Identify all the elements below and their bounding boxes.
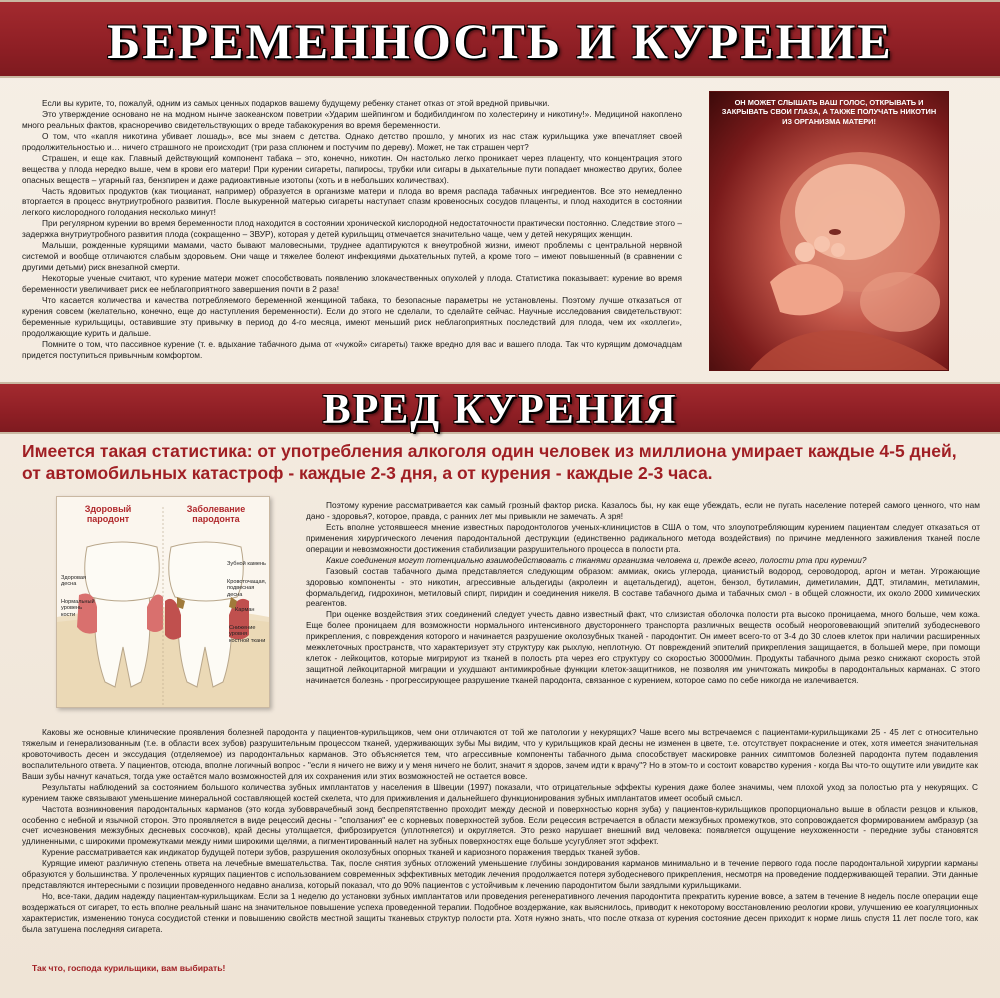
section-banner <box>0 382 1000 434</box>
middle-text <box>306 500 980 686</box>
bottom-paragraph: Результаты наблюдений за состоянием большого количества зубных имплантатов у населения в Швеции (1997) показали, что отрицательные эффекты курения даже более значимы, чем плохой уход за полостью рта у некурящих. С курением также связывают уменьшение минеральной составляющей костей скелета, что для приживления и дальнейшего функционирования зубных имплантатов имеет особый смысл. <box>22 781 978 803</box>
tartar-label: Зубной камень <box>227 561 266 567</box>
middle-question: Какие соединения могут потенциально взаимодействовать с тканями организма человека и, прежде всего, полости рта при курении? <box>326 554 867 565</box>
intro-text <box>22 98 682 361</box>
bottom-paragraph: Частота возникновения пародонтальных карманов (это когда зубовврачебный зонд беспрепятственно проходит между десной и поверхностью корня зуба) у пациентов-курильщиков пропорционально выше в области резцов и клыков, особенно с небной и язычной сторон. Это проявляется в виде рецессий десны - "сползания" ее с корневых поверхностей зубов. Если рецессия встречается в области межзубных промежутков, это сопровождается формированием амбразур (за счет исчезновения межзубных десневых сосочков), край десны утолщается, фиброзируется (уплотняется) и округляется. Это резко нарушает внешний вид человека: появляется ощущение неухоженности - передние зубы становятся удлиненными, с широкими промежутками между ними широкими щелями, а пигментированный налет на зубных поверхностях еще больше усугубляет этот эффект. <box>22 803 978 847</box>
intro-paragraph: Что касается количества и качества потребляемого беременной женщиной табака, то безопасные параметры не установлены. Поэтому лучше отказаться от курения совсем (желательно, конечно, еще до наступления беременности). Если до этого не сделали, то сделайте сейчас. Научные исследования свидетельствуют: беременные курильщицы, оставившие эту привычку в период до 4-го месяца, имеют меньший риск неблагоприятных последствий для плода, чем их «коллеги», продолжающие курить и дальше. <box>22 294 682 338</box>
top-banner <box>0 0 1000 78</box>
fetus-caption: ОН МОЖЕТ СЛЫШАТЬ ВАШ ГОЛОС, ОТКРЫВАТЬ И ЗАКРЫВАТЬ СВОИ ГЛАЗА, А ТАКЖЕ ПОЛУЧАТЬ НИКОТИН ИЗ ОРГАНИЗМА МАТЕРИ! <box>721 98 937 126</box>
page-title: БЕРЕМЕННОСТЬ И КУРЕНИЕ <box>107 13 893 69</box>
healthy-label: Здоровый пародонт <box>84 504 132 524</box>
periodontal-diagram <box>56 496 270 708</box>
bottom-text <box>22 727 978 935</box>
intro-paragraph: Малыши, рожденные курящими мамами, часто бывают маловесными, труднее адаптируются к внеутробной жизни, имеют проблемы с центральной нервной системой и вообще отличаются слабым здоровьем. Они чаще и тяжелее болеют инфекциями дыхательных путей, а кроме того – имеют повышенный (в сравнении с другими детьми) риск внезапной смерти. <box>22 240 682 273</box>
closing-line: Так что, господа курильщики, вам выбирать! <box>32 963 226 973</box>
intro-paragraph: Это утверждение основано не на модном нынче заокеанском поветрии «Ударим шейпингом и бодибилдингом по холестерину и никотину!». Медициной накоплено много реальных фактов, красноречиво свидетельствующих о вреде табакокурения во время беременности. <box>22 108 682 130</box>
middle-paragraph: Есть вполне устоявшееся мнение известных пародонтологов ученых-клиницистов в США о том, что злоупотребляющим курением пациентам следует отказаться от применения хирургического лечения пародонтальной деструкции (единственно радикального метода воздействия) по причине медленного заживления тканей после операции и невозможности достижения стабилизации разрушительного процесса в полости рта. <box>306 521 980 554</box>
disease-label: Заболевание пародонта <box>186 504 246 524</box>
healthy-gum-label: Здоровая десна <box>61 575 87 588</box>
bleeding-gum-label: Кровоточащая, подвесная десна <box>227 579 267 598</box>
fetus-illustration <box>710 132 948 370</box>
statistics-headline: Имеется такая статистика: от употребления алкоголя один человек из миллиона умирает каждые 4-5 дней, от автомобильных катастроф - каждые 2-3 дня, а от курения - каждые 2-3 часа. <box>22 441 957 484</box>
intro-paragraph: О том, что «капля никотина убивает лошадь», все мы знаем с детства. Однако детство прошло, у многих из нас стаж курильщика уже впечатляет своей продолжительностью и… ничего страшного не происходит (три раза сплюнем и постучим по дереву). Может, не так страшен черт? <box>22 130 682 152</box>
section-title: ВРЕД КУРЕНИЯ <box>322 387 678 433</box>
bottom-paragraph: Каковы же основные клинические проявления болезней пародонта у пациентов-курильщиков, чем они отличаются от той же патологии у некурящих? Чаше всего мы встречаемся с пациентами-курильщиками 25 - 45 лет с относительно тяжелым и генерализованным (т.е. в области всех зубов) разрушительным процессом тканей, удерживающих зубы Мы видим, что у курильщиков край десны не изменен в цвете, т.е. отсутствует покраснение и отек, хотя имеется значительная кровоточивость десен и экссудация (отделяемое) из пародонтальных карманов. Это объясняется тем, что агрессивные компоненты табачного дыма способствует маскировке ранних симптомов болезней пародонта путем подавления воспалительного ответа. У пациентов, отсюда, вполне логичный вопрос - "если я ничего не вижу и у меня ничего не болит, значит я здоров, зачем идти к врачу"? Но в этом-то и состоит коварство курения - когда Вы что-то ощутите или увидите как Ваши зубы начнут качаться, тогда уже остаётся мало возможностей для их сохранения или этих возможностей не остается вовсе. <box>22 727 978 781</box>
intro-paragraph: Часть ядовитых продуктов (как тиоцианат, например) образуется в организме матери и плода во время распада табачных ингредиентов. Все это немедленно вторгается в процесс внутриутробного развития. После выкуренной матерью сигареты наступает спазм кровеносных сосудов плаценты, и плод находится в состоянии легкого кислородного голодания несколько минут! <box>22 185 682 218</box>
middle-paragraph: При оценке воздействия этих соединений следует учесть давно известный факт, что слизистая оболочка полости рта высоко проницаема, много больше, чем кожа. Еще более проницаем для возможности нормального интенсивного двустороннего транспорта различных веществ особый неороговевающий эпителий зубодесневого прикрепления, с повреждения которого и начинается разрушение околозубных тканей - пародонтит. Он имеет всего-то от 3-4 до 30 слоев клеток при наличии расширенных межклеточных пространств, что характеризует эту структуру как рыхлую, неплотную. От повреждений эпителий прикрепления защищается, в большей мере, при помощи клеток - лейкоцитов, которые мигрируют из тканей в полость рта через его структуру со скоростью 30000/мин. Продукты табачного дыма резко снижают скорость этой защитной лейкоцитарной миграции и ухудшают антимикробные функции клеток-защитников, не позволяя им уничтожать микробы в пародонтальных карманах. С этого начинается болезнь - прогрессирующее разрушение тканей пародонта, связанное с курением, которое само по себе никогда не излечивается. <box>306 609 980 685</box>
bottom-paragraph: Курящие имеют различную степень ответа на лечебные вмешательства. Так, после снятия зубных отложений уменьшение глубины зондирования карманов минимально и в течение первого года после пародонтальной хирургии карманы образуются у большинства. У пролеченных курящих пациентов с использованием современных эффективных методик лечения продолжается потеря зубодесневого прикрепления, несмотря на проведение поддерживающей терапии. Эти данные представляются интересными с позиции проведенного недавно анализа, который показал, что до 90% пациентов с устойчивым к лечению пародонтитом были заядлыми курильщиками. <box>22 858 978 891</box>
intro-paragraph: Если вы курите, то, пожалуй, одним из самых ценных подарков вашему будущему ребенку станет отказ от этой вредной привычки. <box>42 98 550 108</box>
intro-paragraph: Некоторые ученые считают, что курение матери может способствовать появлению злокачественных опухолей у плода. Статистика показывает: курение во время беременности увеличивает риск ее неблагоприятного завершения почти в 2 раза! <box>22 273 682 294</box>
intro-paragraph: Страшен, и еще как. Главный действующий компонент табака – это, конечно, никотин. Он настолько легко проникает через плаценту, что концентрация этого вещества у плода нередко выше, чем в крови его матери! При курении сигареты, папиросы, трубки или сигары в дыхательные пути попадает множество других, более опасных веществ – угарный газ, бензпирен и даже радиоактивные изотопы (хоть и в небольших количествах). <box>22 152 682 185</box>
intro-paragraph: Помните о том, что пассивное курение (т. е. вдыхание табачного дыма от «чужой» сигареты) также вредно для вас и вашего плода. Так что курящим домочадцам придется поступиться привычным комфортом. <box>22 338 682 360</box>
intro-paragraph: При регулярном курении во время беременности плод находится в состоянии хронической кислородной недостаточности практически постоянно. Следствие этого – задержка внутриутробного развития плода (сокращенно – ЗВУР), которая у детей курильщиц отмечается значительно чаще, чем у детей некурящих женщин. <box>22 218 682 240</box>
bottom-paragraph: Но, все-таки, дадим надежду пациентам-курильщикам. Если за 1 неделю до установки зубных имплантатов или проведения регенеративного лечения пародонтита прекратить курение вовсе, а затем в течение 8 недель после операции еще воздержаться от сигарет, то есть вполне реальный шанс на значительное повышение успеха проведенной терапии. Подобное воздержание, как выяснилось, приводит к некоторому восстановлению реологии крови, улучшению ее коагуляционных характеристик, изменению тонуса сосудистой стенки и повышению свойств местной защиты тканевых структур полости рта. Хотя нужно знать, что после отказа от курения состояние десен приходит к норме лишь спустя 11 лет после того, как была затушена последняя сигарета. <box>22 891 978 934</box>
fetus-image <box>710 92 948 370</box>
middle-paragraph: Поэтому курение рассматривается как самый грозный фактор риска. Казалось бы, ну как еще убеждать, если не пугать население потерей самого ценного, что нам дано - здоровья?, которое, правда, с ранних лет мы привыкли не замечать. А зря! <box>306 500 980 521</box>
normal-bone-label: Нормальный уровень кости <box>61 599 95 618</box>
bone-loss-label: Снижение уровня костной ткани <box>229 625 266 644</box>
bottom-paragraph: Курение рассматривается как индикатор будущей потери зубов, разрушения околозубных опорных тканей и кариозного поражения твердых тканей зубов. <box>42 847 641 858</box>
middle-paragraph: Газовый состав табачного дыма представляется следующим образом: аммиак, окись углерода, цианистый водород, сероводород, аргон и метан. Угрожающие здоровью компоненты - это никотин, агрессивные альдегиды (акролеин и ацетальдегид), ацетон, бензол, бутиламин, диметиламин, ДДТ, этиламин, метиламин, формальдегид, гидрохинон, метиловый спирт, пиридин и соединения никеля. В составе табачного дыма и табачных смол - в общей сложности, их около 2000 химических реагентов. <box>306 565 980 609</box>
pocket-label: Карман <box>235 607 255 613</box>
